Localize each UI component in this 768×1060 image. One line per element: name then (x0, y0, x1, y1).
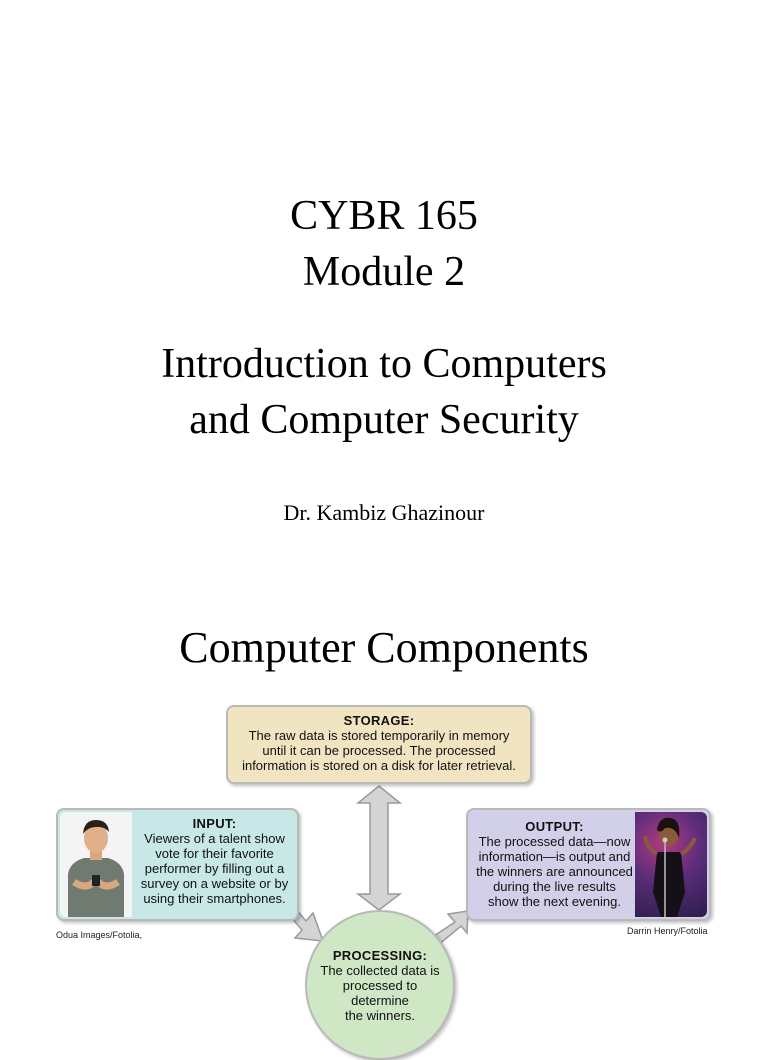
storage-heading: STORAGE: (343, 713, 415, 728)
processing-heading: PROCESSING: (332, 948, 428, 963)
author-name: Dr. Kambiz Ghazinour (283, 500, 485, 525)
output-heading: OUTPUT: (525, 819, 584, 834)
slide2-title: Computer Components (179, 623, 589, 672)
input-line: vote for their favorite (155, 846, 274, 861)
output-line: during the live results (493, 879, 616, 894)
slide1-title (0, 188, 768, 300)
input-line: performer by filling out a (144, 861, 285, 876)
processing-line: The collected data is (320, 963, 440, 978)
subtitle-line-2: and Computer Security (189, 397, 579, 443)
storage-box (226, 705, 532, 784)
subtitle-line-1: Introduction to Computers (161, 341, 607, 387)
input-photo-person-with-phone (60, 812, 132, 917)
processing-circle (305, 910, 455, 1060)
processing-line: processed to (342, 978, 418, 993)
output-photo-singer (635, 812, 707, 917)
input-line: using their smartphones. (143, 891, 286, 906)
photo-credit-right: Darrin Henry/Fotolia (627, 926, 708, 936)
output-box (466, 808, 711, 921)
processing-line: determine (351, 993, 409, 1008)
course-code: CYBR 165 (290, 193, 478, 239)
processing-line: the winners. (344, 1008, 416, 1023)
input-box (56, 808, 299, 921)
storage-line: The raw data is stored temporarily in memory (248, 728, 510, 743)
input-line: Viewers of a talent show (144, 831, 285, 846)
output-line: the winners are announced (476, 864, 633, 879)
output-line: information—is output and (478, 849, 631, 864)
input-line: survey on a website or by (140, 876, 289, 891)
module-number: Module 2 (302, 249, 466, 295)
storage-line: until it can be processed. The processed (262, 743, 496, 758)
input-heading: INPUT: (192, 816, 237, 831)
slide1-subtitle (0, 336, 768, 448)
storage-processing-arrow (358, 786, 400, 910)
output-line: show the next evening. (488, 894, 621, 909)
storage-line: information is stored on a disk for later retrieval. (242, 758, 516, 773)
output-line: The processed data—now (478, 834, 631, 849)
photo-credit-left: Odua Images/Fotolia, (56, 930, 143, 940)
input-text (138, 816, 291, 906)
output-text (472, 819, 637, 909)
